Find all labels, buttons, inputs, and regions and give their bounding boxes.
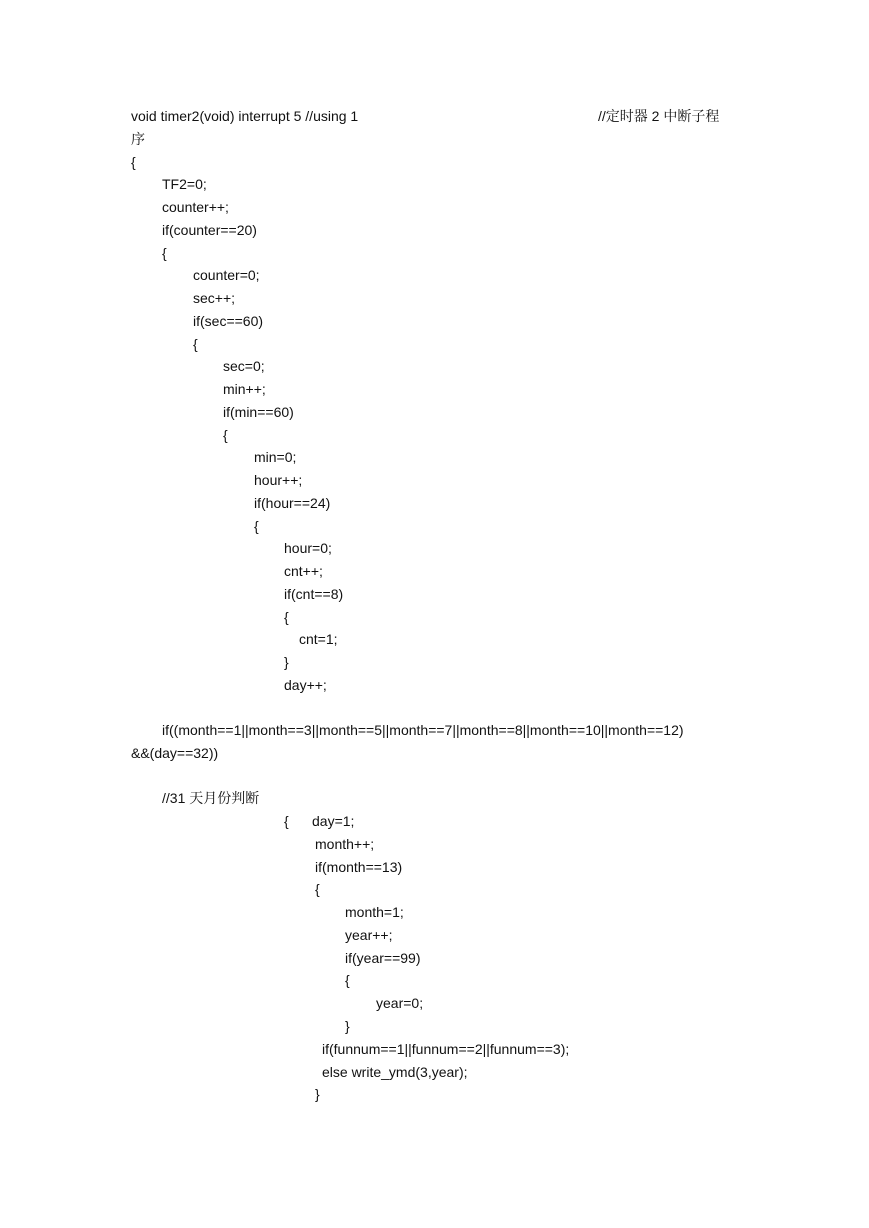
code-line: if(sec==60) — [193, 313, 264, 329]
code-line: year++; — [345, 927, 393, 943]
code-line: min=0; — [254, 449, 297, 465]
code-line: cnt++; — [284, 563, 323, 579]
code-line: hour++; — [254, 472, 303, 488]
code-line: if(cnt==8) — [284, 586, 344, 602]
code-line: min++; — [223, 381, 266, 397]
code-line: else write_ymd(3,year); — [322, 1064, 468, 1080]
code-line: //31 天月份判断 — [162, 790, 260, 806]
code-line: if(counter==20) — [162, 222, 257, 238]
code-line: { — [223, 427, 228, 443]
code-line: month=1; — [345, 904, 404, 920]
code-line: counter=0; — [193, 267, 260, 283]
code-line: { — [162, 245, 167, 261]
code-line: year=0; — [376, 995, 424, 1011]
code-line: if(min==60) — [223, 404, 294, 420]
code-line: day++; — [284, 677, 327, 693]
code-line: sec=0; — [223, 358, 265, 374]
code-line: { — [254, 518, 259, 534]
code-line: if(month==13) — [315, 859, 403, 875]
code-line: { — [345, 972, 350, 988]
code-line: hour=0; — [284, 540, 332, 556]
code-comment-continuation: 序 — [131, 131, 145, 147]
code-line: if((month==1||month==3||month==5||month==7||month==8||month==10||month==12) — [162, 722, 684, 738]
code-line: { — [284, 609, 289, 625]
code-line: { day=1; — [284, 813, 355, 829]
code-line: { — [315, 881, 320, 897]
code-line: month++; — [315, 836, 375, 852]
code-line: if(hour==24) — [254, 495, 331, 511]
code-line: } — [345, 1018, 350, 1034]
code-line: TF2=0; — [162, 176, 207, 192]
code-line: } — [284, 654, 289, 670]
code-comment-header: //定时器 2 中断子程 — [598, 108, 720, 124]
code-line: sec++; — [193, 290, 236, 306]
code-line: cnt=1; — [299, 631, 338, 647]
code-line: counter++; — [162, 199, 229, 215]
code-line-header: void timer2(void) interrupt 5 //using 1 — [131, 108, 359, 124]
code-line: } — [315, 1086, 320, 1102]
code-line: { — [193, 336, 198, 352]
code-line: { — [131, 154, 136, 170]
code-line: if(funnum==1||funnum==2||funnum==3); — [322, 1041, 570, 1057]
code-line: &&(day==32)) — [131, 745, 219, 761]
code-line: if(year==99) — [345, 950, 421, 966]
